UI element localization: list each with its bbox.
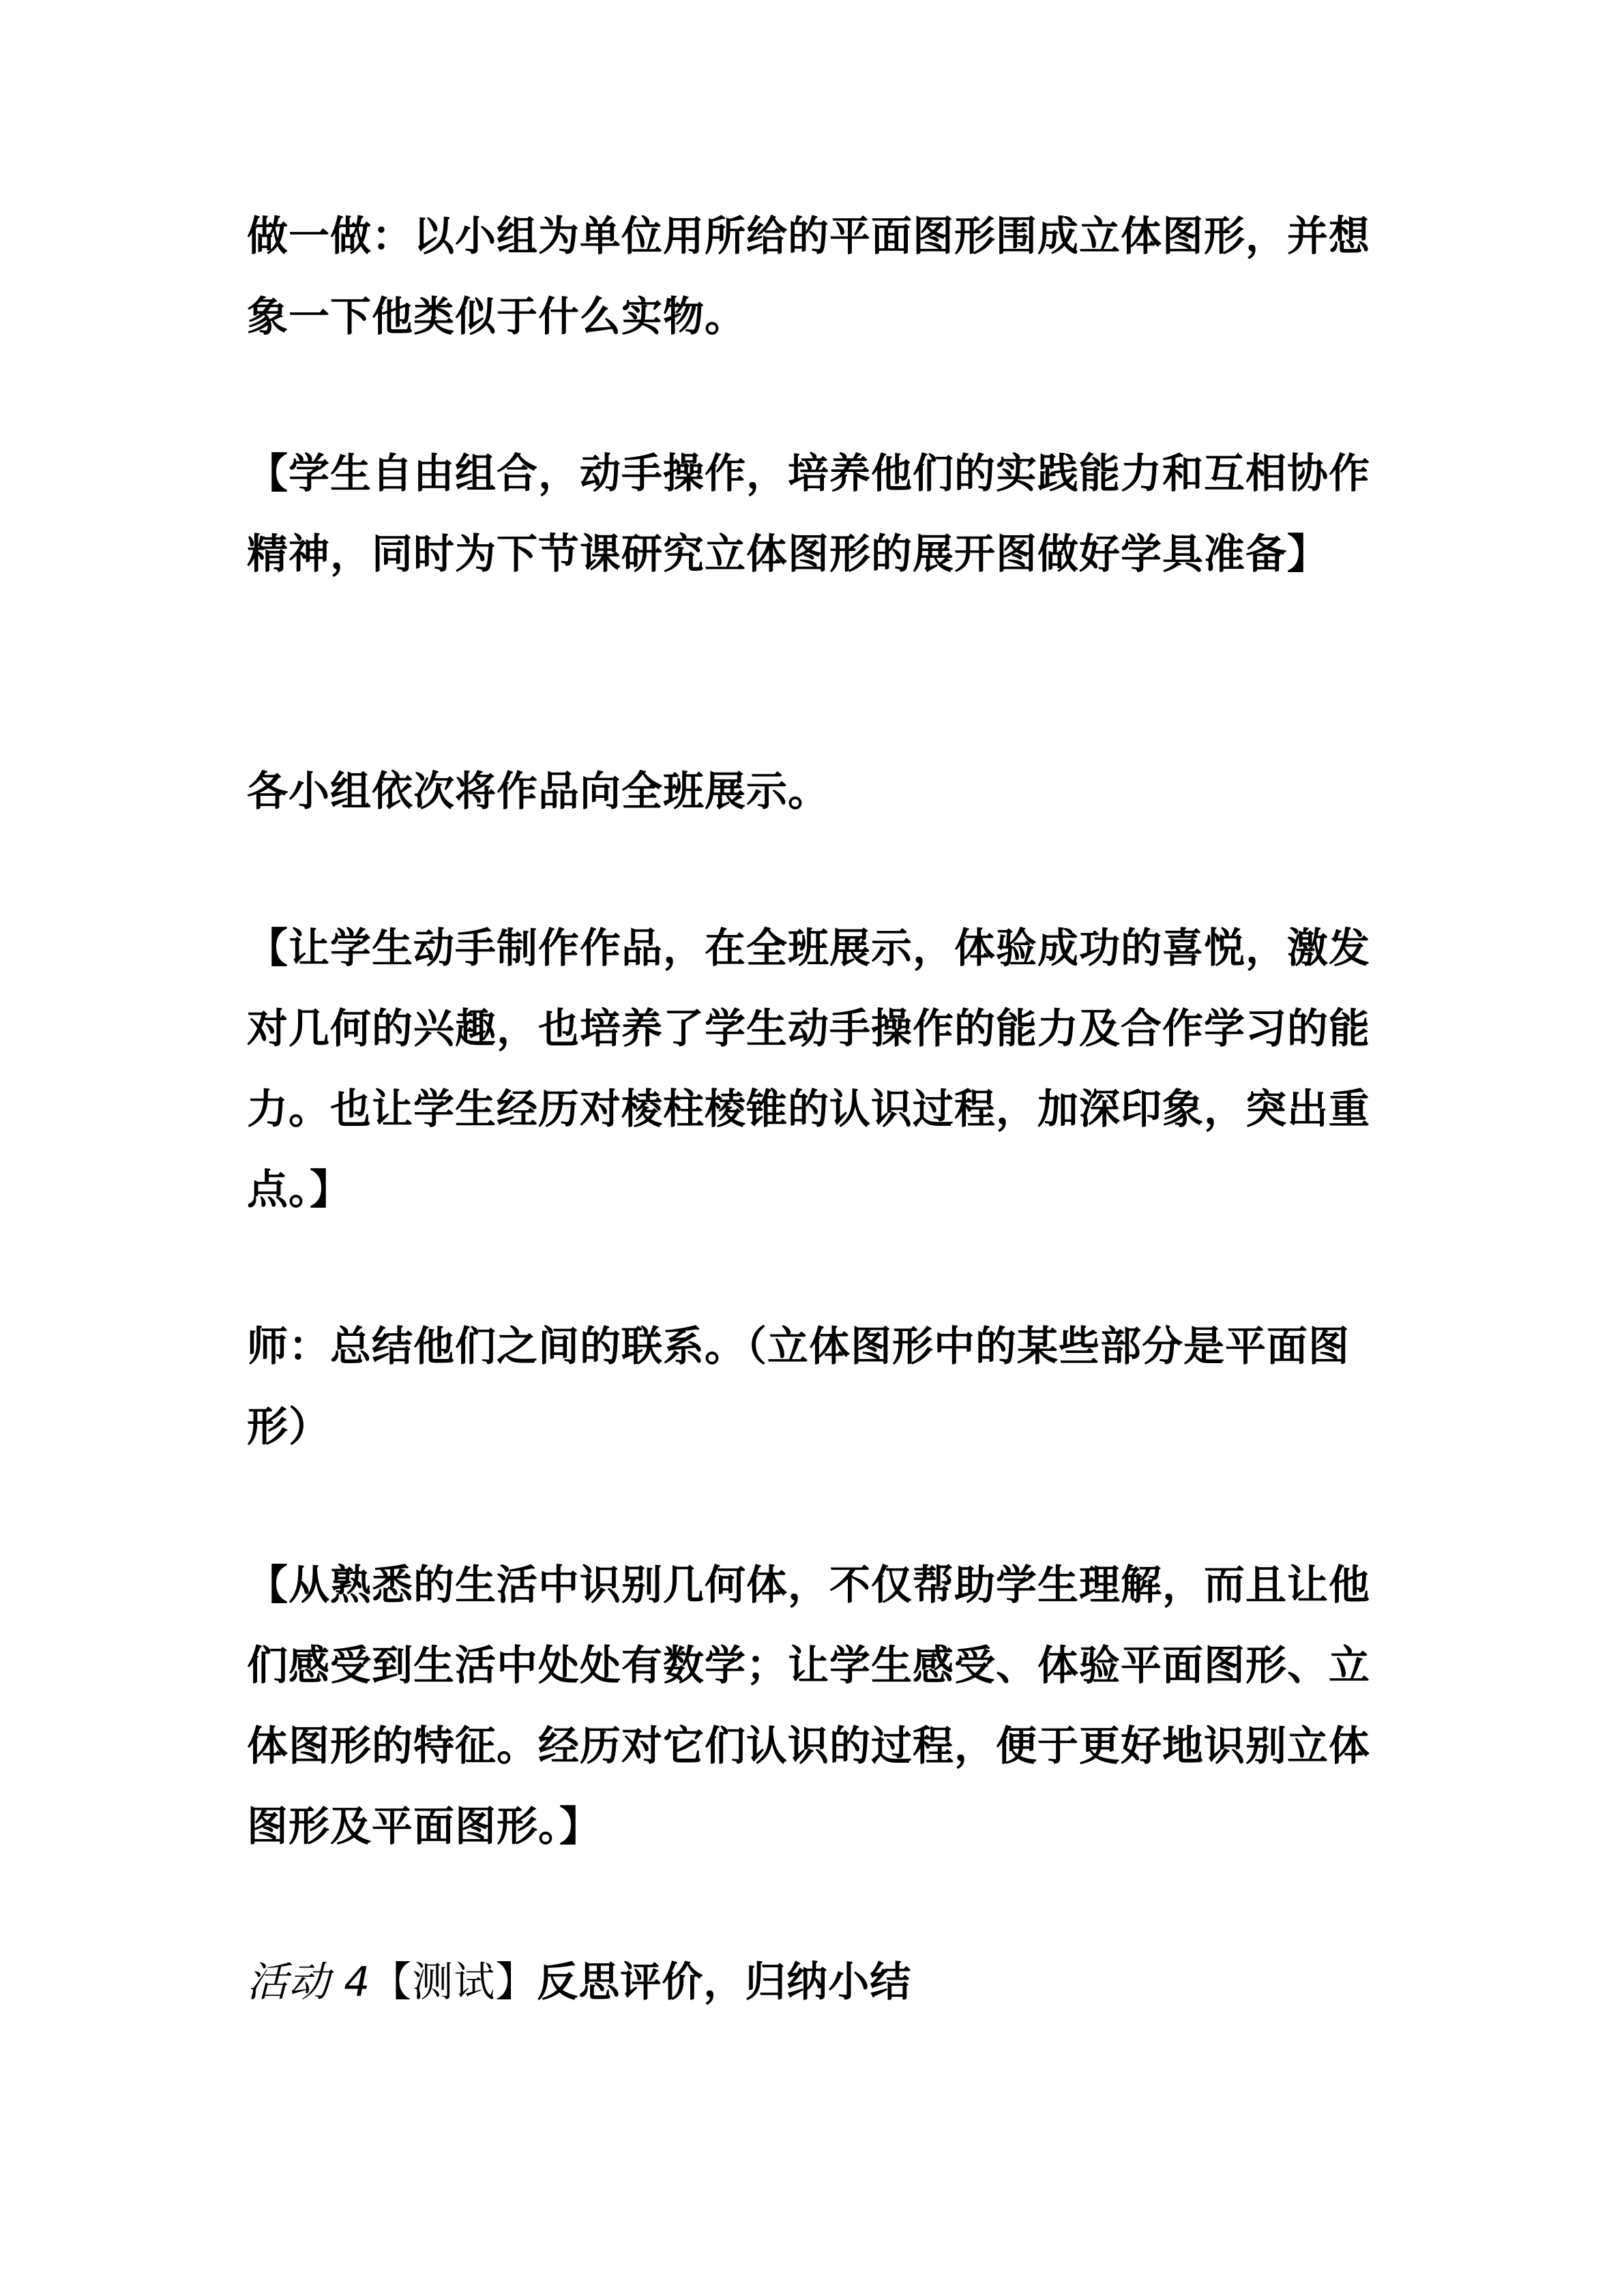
paragraph-group-display: 各小组依次将作品向全班展示。 xyxy=(247,768,829,816)
paragraph-teacher-summary: 师：总结他们之间的联系。（立体图形中的某些部分是平面图形） xyxy=(247,1323,1350,1451)
paragraph-group-work-note: 【学生自由组合，动手操作，培养他们的实践能力和互相协作精神，同时为下节课研究立体图形的展开图做好学具准备】 xyxy=(247,450,1370,578)
activity-heading xyxy=(247,1942,1393,2023)
paragraph-do-it: 做一做：以小组为单位用所给的平面图形围成立体图形，并想象一下他类似于什么实物。 xyxy=(247,213,1370,341)
activity-title: 反思评价，归纳小结 xyxy=(537,1958,912,2006)
paragraph-recognition-note: 【从熟悉的生活中识别几何体，不仅帮助学生理解，而且让他们感受到生活中处处有数学；让学生感受、体验平面图形、立体图形的特征。经历对它们认识的过程，便于更好地识别立体图形及平面图形。】 xyxy=(247,1562,1370,1851)
activity-prefix: 活动 4 xyxy=(247,1958,371,2006)
activity-bracket: 【测试】 xyxy=(370,1958,537,2006)
paragraph-display-note: 【让学生动手制作作品，在全班展示，体验成功的喜悦，激发对几何的兴趣，也培养了学生动手操作的能力及合作学习的能力。也让学生经历对棱柱棱锥的认识过程，加深印象，突出重点。】 xyxy=(247,925,1370,1214)
